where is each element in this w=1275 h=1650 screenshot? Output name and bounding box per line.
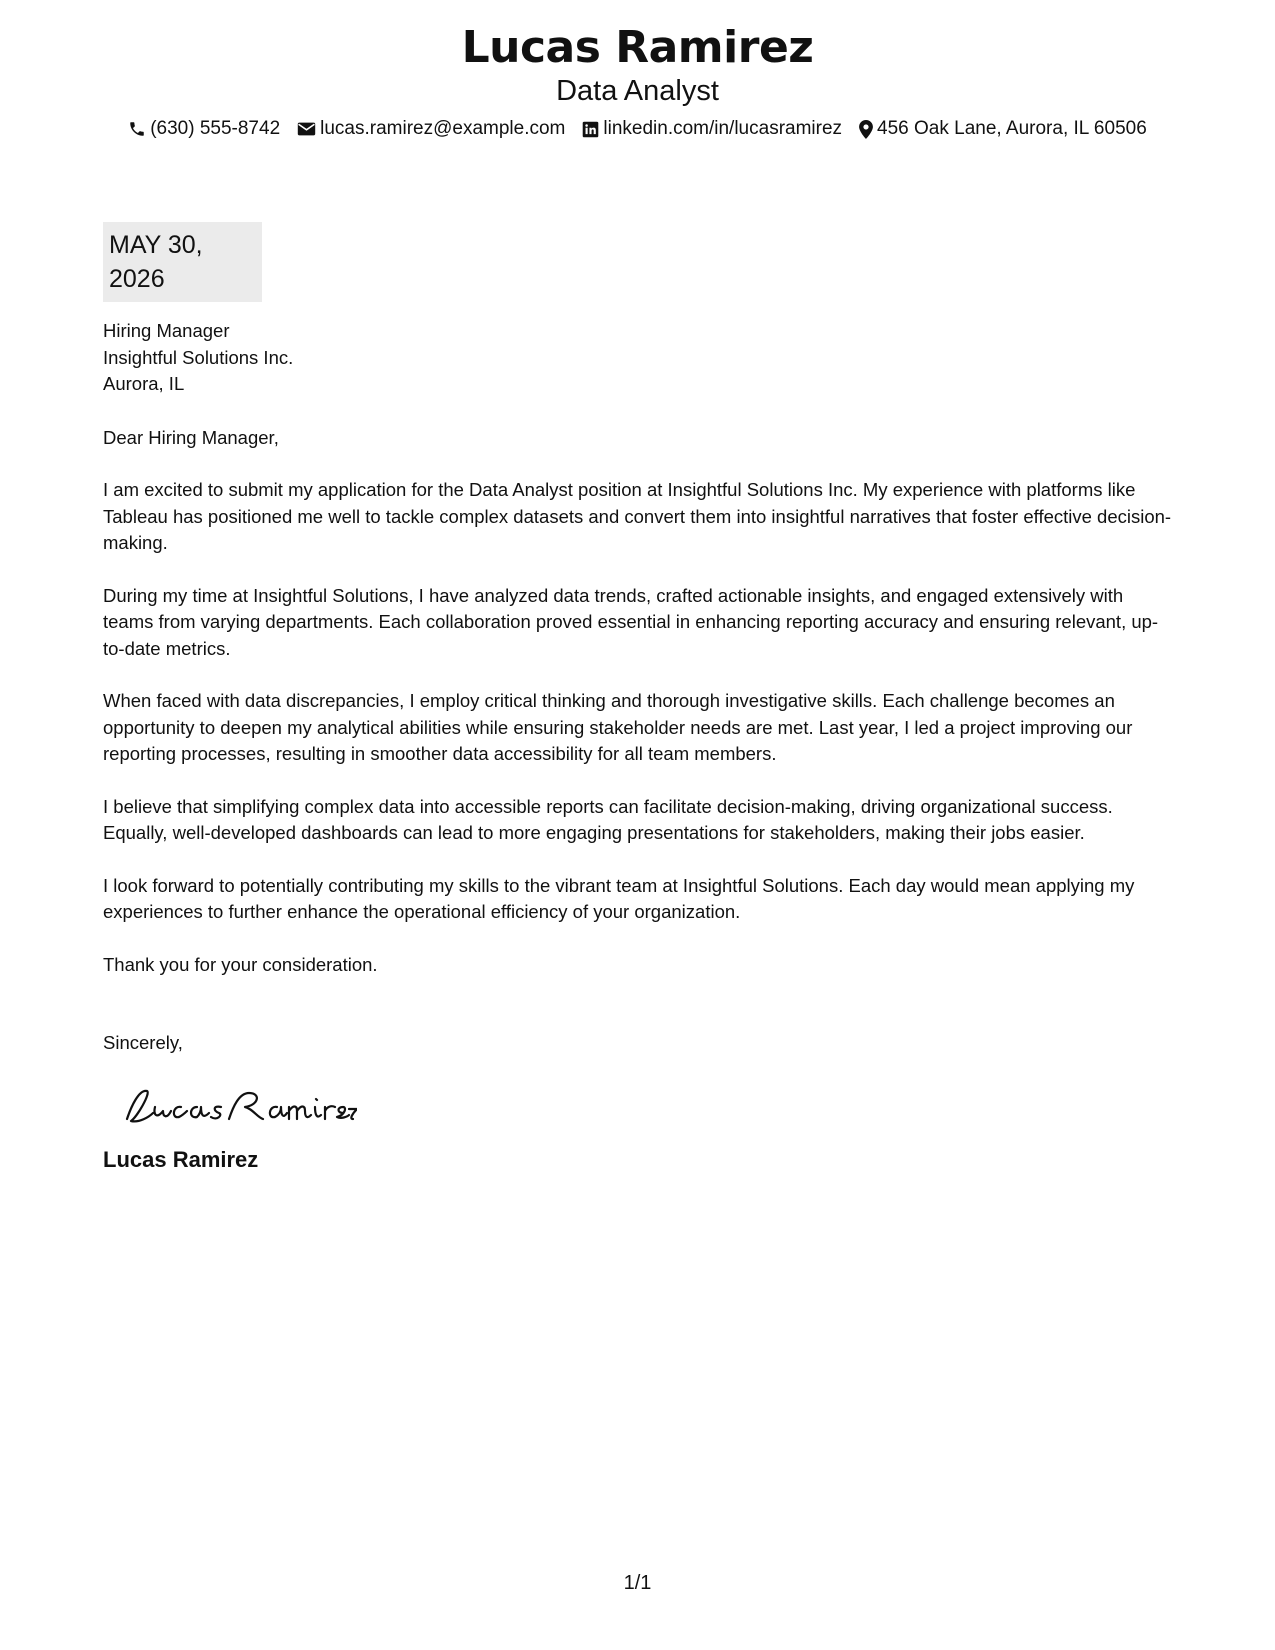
page-number: 1/1 [623,1572,652,1594]
contact-bar [0,116,1275,142]
body-paragraph: I believe that simplifying complex data into accessible reports can facilitate decision-making, driving organizational success. Equally, well-developed dashboards can lead to more engaging presentations for stakeholders, making their jobs easier. [103,795,1113,843]
address-text: 456 Oak Lane, Aurora, IL 60506 [877,118,1147,139]
envelope-icon [297,121,316,137]
body-paragraph: When faced with data discrepancies, I employ critical thinking and thorough investigative skills. Each challenge becomes an opportunity to deepen my analytical abilities while ensuring stakeholder needs are met. Last year, I led a project improving our reporting processes, resulting in smoother data accessibility for all team members. [103,690,1133,764]
letter-body [103,222,1178,1175]
salutation: Dear Hiring Manager, [103,426,279,448]
closing-line: Thank you for your consideration. [103,953,378,975]
linkedin-text[interactable]: linkedin.com/in/lucasramirez [603,118,843,139]
body-paragraph: I look forward to potentially contributing my skills to the vibrant team at Insightful Solutions. Each day would mean applying my experiences to further enhance the operational efficiency of your organization. [103,874,1135,922]
map-pin-icon [859,120,873,139]
contact-phone [128,116,280,142]
handwritten-signature [117,1077,1178,1137]
body-paragraph: I am excited to submit my application for the Data Analyst position at Insightful Solutions Inc. My experience with platforms like Tableau has positioned me well to tackle complex datasets and convert them into insightful narratives that foster effective decision-making. [103,479,1172,553]
letter-header [0,22,1275,142]
signer-name: Lucas Ramirez [103,1146,259,1172]
applicant-name: Lucas Ramirez [461,22,814,73]
recipient-block [103,318,1178,398]
recipient-title: Hiring Manager [103,320,230,341]
phone-text[interactable]: (630) 555-8742 [150,118,281,139]
phone-icon [128,120,146,138]
letter-date: MAY 30, 2026 [103,222,262,302]
contact-address [859,116,1147,142]
signoff: Sincerely, [103,1032,183,1053]
recipient-company: Insightful Solutions Inc. [103,346,294,368]
body-paragraph: During my time at Insightful Solutions, I have analyzed data trends, crafted actionable insights, and engaged extensively with teams from varying departments. Each collaboration proved essential in enhancing reporting accuracy and ensuring relevant, up-to-date metrics. [103,584,1159,659]
email-text[interactable]: lucas.ramirez@example.com [320,118,566,139]
linkedin-icon [582,121,599,138]
contact-linkedin [582,116,842,142]
recipient-location: Aurora, IL [103,373,185,394]
contact-email [297,116,565,142]
applicant-role: Data Analyst [556,75,719,107]
